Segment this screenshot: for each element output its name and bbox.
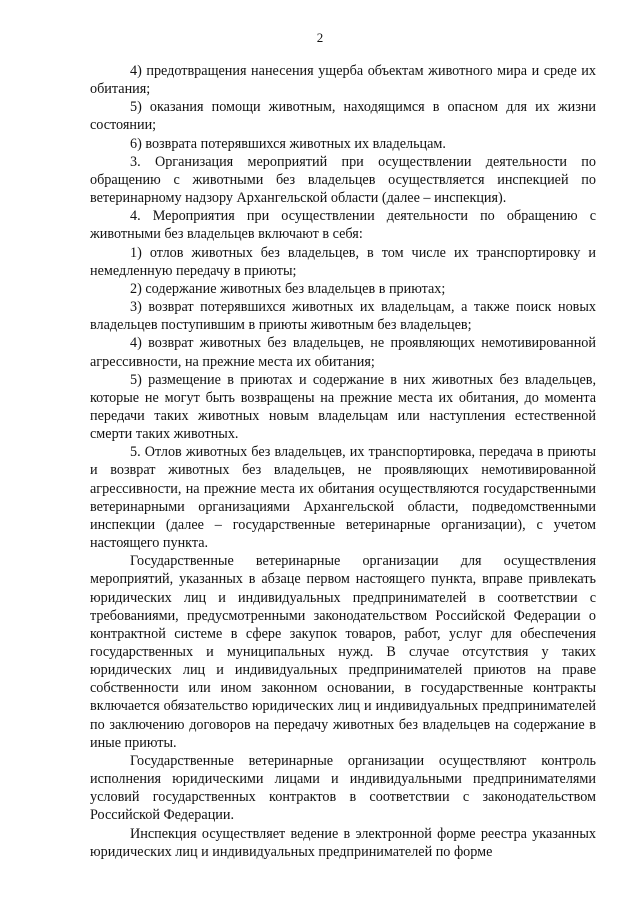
paragraph: 4) возврат животных без владельцев, не проявляющих немотивированной агрессивности, на прежние места их обитания; (90, 335, 596, 370)
paragraph: Инспекция осуществляет ведение в электронной форме реестра указанных юридических лиц и индивидуальных предпринимателей по форме (90, 825, 596, 860)
paragraph: 2) содержание животных без владельцев в приютах; (130, 280, 446, 297)
paragraph: 4) предотвращения нанесения ущерба объектам животного мира и среде их обитания; (90, 63, 596, 98)
paragraph: Государственные ветеринарные организации осуществляют контроль исполнения юридическими лицами и индивидуальными предпринимателями условий государственных контрактов в соответствии с законодательством Российской Федерации. (90, 752, 596, 824)
paragraph: 1) отлов животных без владельцев, в том числе их транспортировку и немедленную передачу в приюты; (90, 244, 596, 279)
paragraph: 6) возврата потерявшихся животных их владельцам. (130, 135, 446, 152)
paragraph: Государственные ветеринарные организации для осуществления мероприятий, указанных в абзаце первом настоящего пункта, вправе привлекать юридических лиц и индивидуальных предпринимателей в соответствии с требованиями, предусмотренными законодательством Российской Федерации о контрактной системе в сфере закупок товаров, работ, услуг для обеспечения государственных и муниципальных нужд. В случае отсутствия у таких юридических лиц и индивидуальных предпринимателей приютов на праве собственности или ином законном основании, в государственные контракты включается обязательство юридических лиц и индивидуальных предпринимателей по заключению договоров на передачу животных без владельцев на содержание в иные приюты. (90, 553, 596, 751)
paragraph: 5) оказания помощи животным, находящимся в опасном для их жизни состоянии; (90, 99, 596, 134)
paragraph: 4. Мероприятия при осуществлении деятельности по обращению с животными без владельцев включают в себя: (90, 208, 596, 243)
paragraph: 5) размещение в приютах и содержание в них животных без владельцев, которые не могут быть возвращены на прежние места их обитания, до момента передачи таких животных новым владельцам или наступления естественной смерти таких животных. (90, 371, 596, 443)
paragraph: 3. Организация мероприятий при осуществлении деятельности по обращению с животными без владельцев осуществляется инспекцией по ветеринарному надзору Архангельской области (далее – инспекция). (90, 153, 596, 207)
paragraph: 5. Отлов животных без владельцев, их транспортировка, передача в приюты и возврат животных без владельцев, не проявляющих немотивированной агрессивности, на прежние места их обитания осуществляются государственными ветеринарными организациями Архангельской области, подведомственными инспекции (далее – государственные ветеринарные организации), с учетом настоящего пункта. (90, 444, 596, 552)
page-number: 2 (316, 30, 324, 45)
paragraph: 3) возврат потерявшихся животных их владельцам, а также поиск новых владельцев поступившим в приюты животным без владельцев; (90, 299, 596, 334)
document-body (90, 62, 596, 861)
